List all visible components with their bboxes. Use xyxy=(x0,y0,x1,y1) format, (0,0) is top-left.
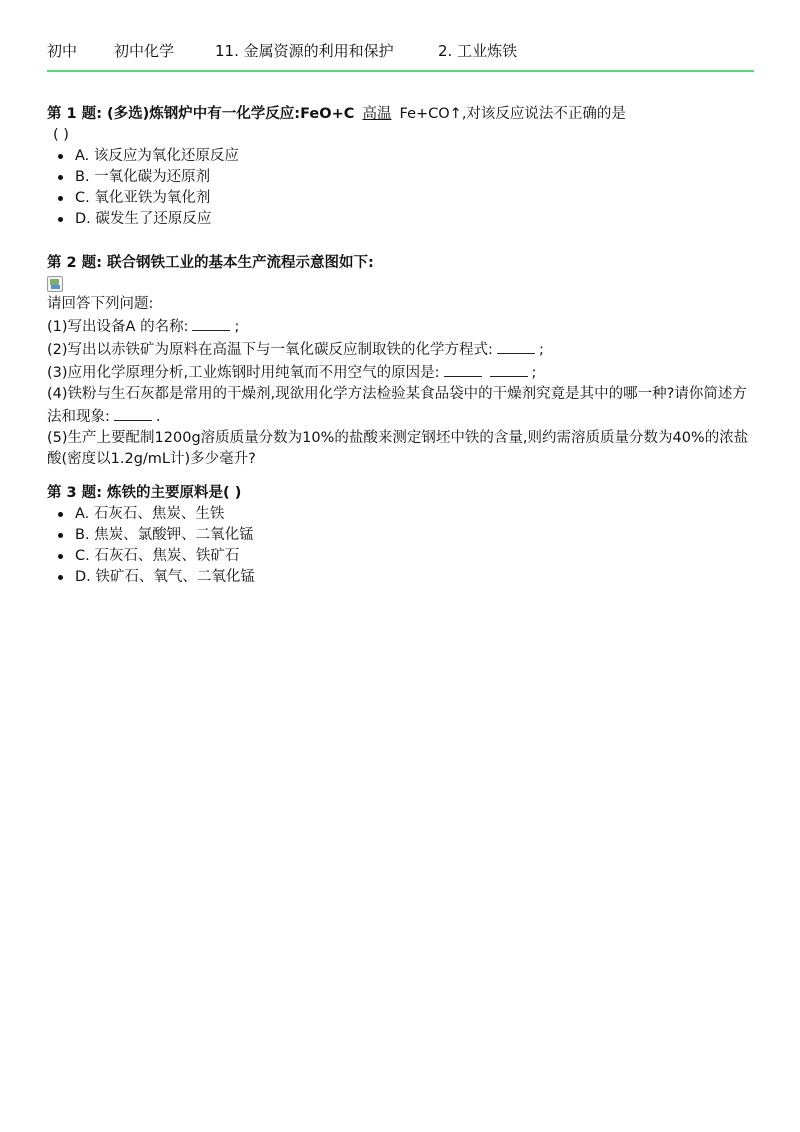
option-c[interactable]: C. 石灰石、焦炭、铁矿石 xyxy=(75,546,754,567)
sub-question-1: (1)写出设备A 的名称: ; xyxy=(47,315,754,338)
sub-question-2: (2)写出以赤铁矿为原料在高温下与一氧化碳反应制取铁的化学方程式: ; xyxy=(47,338,754,361)
sub-question-5: (5)生产上要配制1200g溶质质量分数为10%的盐酸来测定钢坯中铁的含量,则约需溶质质量分数为40%的浓盐酸(密度以1.2g/mL计)多少毫升? xyxy=(47,430,749,467)
question-3-stem-text: 炼铁的主要原料是( ) xyxy=(107,485,242,501)
question-2 xyxy=(47,253,754,470)
option-b[interactable]: B. 一氧化碳为还原剂 xyxy=(75,167,754,188)
question-2-stem: 第 2 题: 联合钢铁工业的基本生产流程示意图如下: xyxy=(47,255,374,271)
question-1-stem: 第 1 题: (多选)炼钢炉中有一化学反应:FeO+C 高温 Fe+CO↑,对该反应说法不正确的是 xyxy=(47,106,626,122)
breadcrumb-subject[interactable]: 初中化学 xyxy=(114,42,175,60)
question-1-formula-left: FeO+C xyxy=(300,106,355,122)
breadcrumb-section[interactable]: 2. 工业炼铁 xyxy=(438,42,518,60)
question-3-stem: 第 3 题: 炼铁的主要原料是( ) xyxy=(47,485,242,501)
sub-question-4: (4)铁粉与生石灰都是常用的干燥剂,现欲用化学方法检验某食品袋中的干燥剂究竟是其中的哪一种?请你简述方法和现象: . xyxy=(47,386,747,425)
question-1-answer-paren: ( ) xyxy=(53,127,69,143)
header-divider xyxy=(47,70,754,72)
answer-blank[interactable] xyxy=(114,405,152,421)
answer-blank[interactable] xyxy=(490,361,528,377)
question-1 xyxy=(47,104,754,230)
question-1-formula-right: Fe+CO↑ xyxy=(399,106,462,122)
question-2-stem-text: 联合钢铁工业的基本生产流程示意图如下: xyxy=(107,255,374,271)
option-c[interactable]: C. 氧化亚铁为氧化剂 xyxy=(75,188,754,209)
breadcrumb-level[interactable]: 初中 xyxy=(47,42,78,60)
question-2-number: 第 2 题 xyxy=(47,255,97,271)
reaction-condition: 高温 xyxy=(362,106,392,122)
answer-blank[interactable] xyxy=(497,338,535,354)
option-d[interactable]: D. 铁矿石、氧气、二氧化锰 xyxy=(75,567,754,588)
question-1-stem-suffix: ,对该反应说法不正确的是 xyxy=(461,106,626,122)
question-2-intro: 请回答下列问题: xyxy=(47,296,154,312)
question-1-options xyxy=(47,146,754,230)
question-1-number: 第 1 题 xyxy=(47,106,97,122)
option-b[interactable]: B. 焦炭、氯酸钾、二氧化锰 xyxy=(75,525,754,546)
option-a[interactable]: A. 石灰石、焦炭、生铁 xyxy=(75,504,754,525)
breadcrumb-chapter[interactable]: 11. 金属资源的利用和保护 xyxy=(215,42,394,60)
flowchart-image-placeholder xyxy=(47,274,754,294)
option-a[interactable]: A. 该反应为氧化还原反应 xyxy=(75,146,754,167)
option-d[interactable]: D. 碳发生了还原反应 xyxy=(75,209,754,230)
answer-blank[interactable] xyxy=(192,315,230,331)
question-3-number: 第 3 题 xyxy=(47,485,97,501)
sub-question-3: (3)应用化学原理分析,工业炼钢时用纯氧而不用空气的原因是: ; xyxy=(47,361,754,384)
question-3-options xyxy=(47,504,754,588)
question-3 xyxy=(47,483,754,588)
answer-blank[interactable] xyxy=(444,361,482,377)
broken-image-icon xyxy=(47,276,63,292)
question-1-stem-prefix: (多选)炼钢炉中有一化学反应: xyxy=(107,106,301,122)
